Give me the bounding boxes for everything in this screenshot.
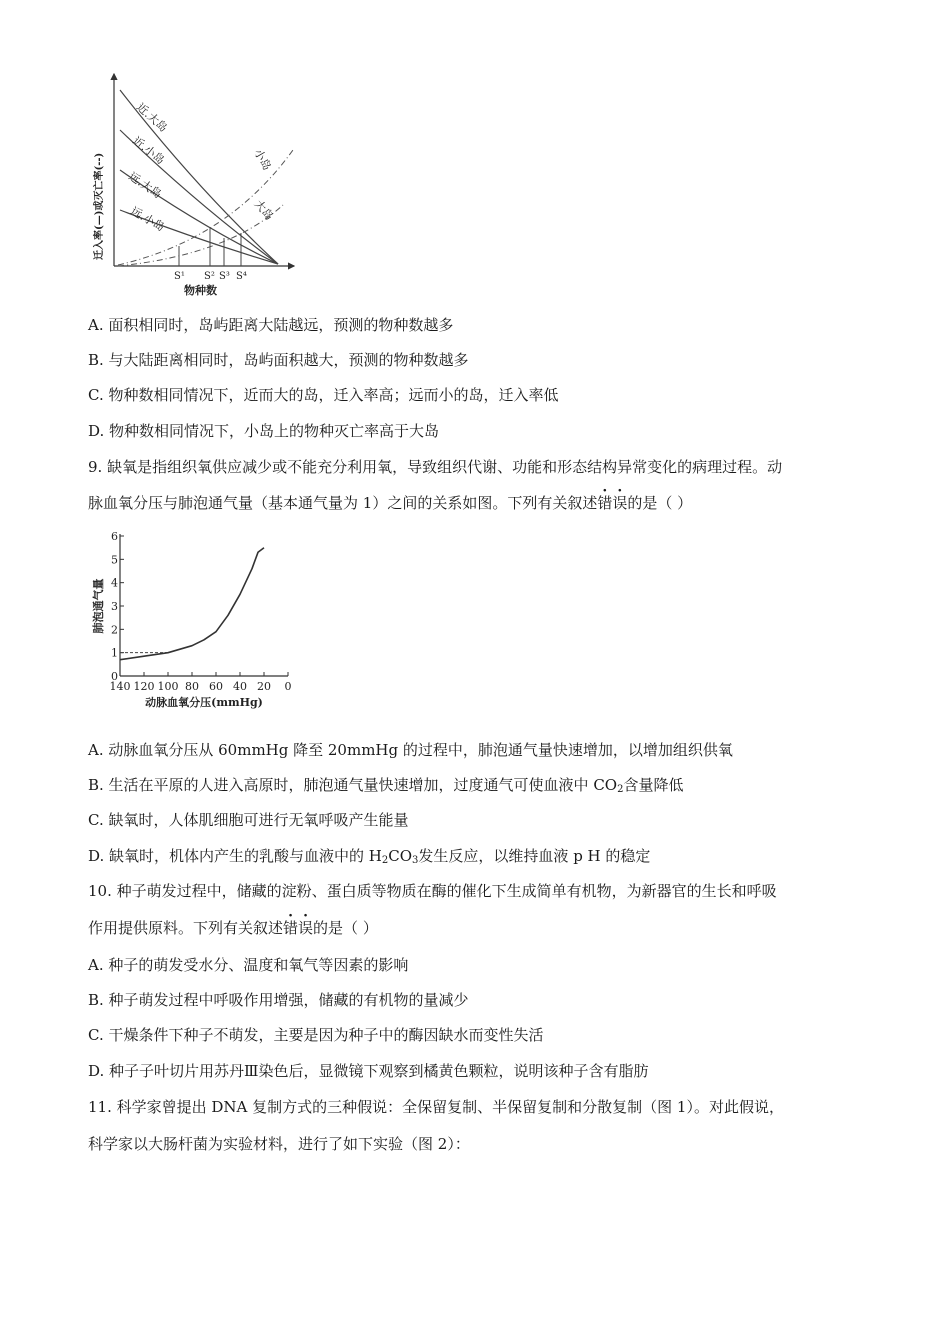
q9-emphasis-cuo: 错 (597, 494, 613, 512)
q10-option-a: A. 种子的萌发受水分、温度和氧气等因素的影响 (88, 956, 409, 974)
q9-stem-end: 的是（ ） (627, 494, 693, 512)
ventilation-curve (120, 548, 264, 660)
label-small-island: 小岛 (251, 147, 274, 173)
q8-option-c: C. 物种数相同情况下，近而大的岛，迁入率高；远而小的岛，迁入率低 (88, 386, 559, 404)
q9-stem-text: 脉血氧分压与肺泡通气量（基本通气量为 1）之间的关系如图。下列有关叙述 (88, 494, 598, 512)
x-tick-label: 20 (257, 680, 271, 693)
x-tick-label: 100 (157, 680, 179, 693)
q10-option-b: B. 种子萌发过程中呼吸作用增强，储藏的有机物的量减少 (88, 991, 469, 1009)
y-tick-label: 3 (111, 600, 118, 613)
y-tick-label: 4 (111, 576, 118, 590)
tick-s3: S³ (219, 271, 230, 282)
label-far-small: 远.小岛 (128, 204, 167, 234)
q9-stem-line1: 9. 缺氧是指组织氧供应减少或不能充分利用氧，导致组织代谢、功能和形态结构异常变化的病理过程。动 (88, 458, 783, 476)
q9-emphasis-wu: 误 (612, 494, 628, 512)
x-tick-label: 140 (109, 680, 131, 693)
y-tick-label: 6 (111, 530, 118, 543)
x-tick-label: 60 (209, 680, 223, 693)
q10-option-c: C. 干燥条件下种子不萌发，主要是因为种子中的酶因缺水而变性失活 (88, 1026, 544, 1044)
q9-option-d-sub2: 3 (412, 855, 419, 866)
q10-stem-end: 的是（ ） (313, 919, 378, 937)
q10-stem-text: 作用提供原料。下列有关叙述 (88, 919, 284, 937)
label-large-island: 大岛 (251, 197, 276, 223)
q8-option-d: D. 物种数相同情况下，小岛上的物种灭亡率高于大岛 (88, 422, 440, 440)
x-tick-label: 0 (284, 680, 292, 693)
tick-s4: S⁴ (236, 271, 247, 282)
x-tick-label: 120 (133, 680, 155, 693)
fig1-xlabel: 物种数 (184, 284, 217, 297)
q8-option-a: A. 面积相同时，岛屿距离大陆越远，预测的物种数越多 (88, 316, 454, 334)
q9-option-b-sub: 2 (617, 784, 624, 795)
tick-s1: S¹ (174, 271, 185, 282)
q9-option-c: C. 缺氧时，人体肌细胞可进行无氧呼吸产生能量 (88, 811, 409, 829)
y-tick-label: 0 (111, 670, 118, 683)
oxygen-ventilation-chart (88, 528, 308, 718)
q10-emphasis-cuo: 错 (283, 919, 299, 937)
x-tick-label: 80 (185, 680, 199, 693)
y-tick-label: 5 (111, 553, 118, 567)
island-biogeography-figure (88, 70, 308, 300)
q9-option-d-text: D. 缺氧时，机体内产生的乳酸与血液中的 H (88, 847, 382, 865)
q9-option-b-end: 含量降低 (623, 776, 684, 794)
q11-stem-line2: 科学家以大肠杆菌为实验材料，进行了如下实验（图 2）： (88, 1135, 470, 1153)
q9-option-d-mid: CO (388, 847, 413, 865)
q9-option-a: A. 动脉血氧分压从 60mmHg 降至 20mmHg 的过程中，肺泡通气量快速增加，以增加组织供氧 (88, 741, 733, 759)
label-far-large: 远.大岛 (126, 169, 164, 201)
q10-emphasis-wu: 误 (298, 919, 314, 937)
label-near-small: 近.小岛 (130, 134, 167, 167)
x-tick-label: 40 (233, 680, 247, 693)
fig1-ylabel: 迁入率(—)或灭亡率(--) (94, 152, 105, 260)
q9-option-d (88, 846, 650, 871)
label-near-large: 近.大岛 (133, 100, 170, 135)
q10-stem-line1: 10. 种子萌发过程中，储藏的淀粉、蛋白质等物质在酶的催化下生成简单有机物，为新器官的生长和呼吸 (88, 882, 777, 900)
q9-stem-line2 (88, 493, 692, 513)
q9-option-d-sub1: 2 (381, 855, 389, 866)
chart-ylabel: 肺泡通气量 (92, 578, 105, 634)
q10-stem-line2 (88, 918, 378, 938)
q10-option-d: D. 种子子叶切片用苏丹Ⅲ染色后，显微镜下观察到橘黄色颗粒，说明该种子含有脂肪 (88, 1062, 649, 1080)
q8-option-b: B. 与大陆距离相同时，岛屿面积越大，预测的物种数越多 (88, 351, 469, 369)
y-tick-label: 1 (111, 646, 118, 660)
y-tick-label: 2 (111, 623, 118, 637)
q9-option-d-end: 发生反应，以维持血液 p H 的稳定 (418, 847, 651, 865)
q9-option-b (88, 775, 684, 800)
tick-s2: S² (204, 271, 215, 282)
q11-stem-line1: 11. 科学家曾提出 DNA 复制方式的三种假说：全保留复制、半保留复制和分散复制（图 1）。对此假说， (88, 1098, 784, 1116)
q9-option-b-text: B. 生活在平原的人进入高原时，肺泡通气量快速增加，过度通气可使血液中 CO (88, 776, 618, 794)
chart-xlabel: 动脉血氧分压(mmHg) (145, 696, 263, 709)
